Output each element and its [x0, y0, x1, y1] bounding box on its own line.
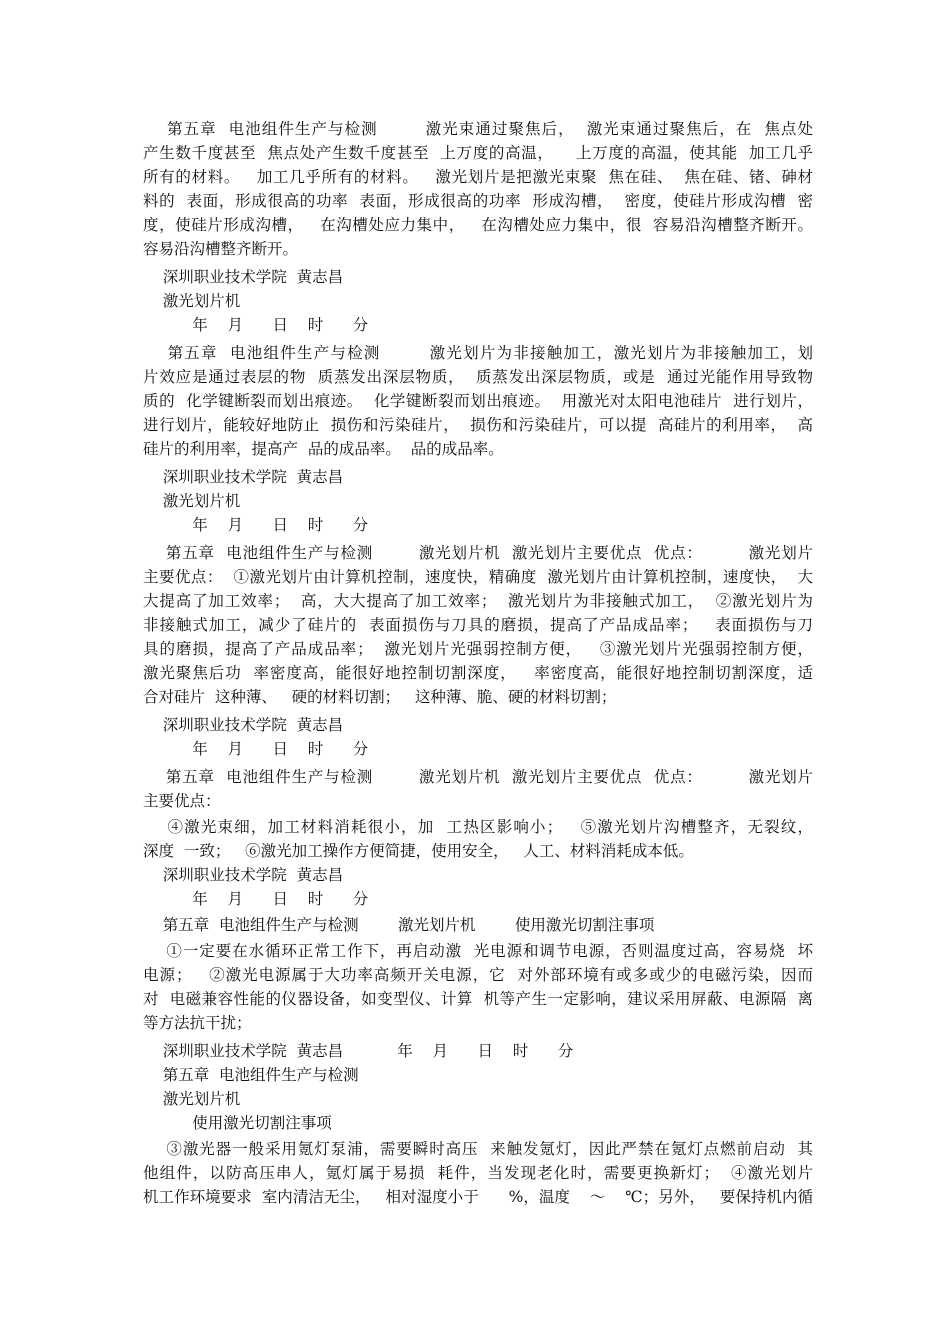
text-line: 质的 化学键断裂而划出痕迹。 化学键断裂而划出痕迹。 用激光对太阳电池硅片 进行划片， — [143, 392, 813, 410]
text-line: 激光聚焦后功 率密度高，能很好地控制切割深度， 率密度高，能很好地控制切割深度，适 — [143, 664, 813, 682]
text-line: 使用激光切割注事项 — [143, 1114, 332, 1132]
text-line: 第五章 电池组件生产与检测 激光划片机 激光划片主要优点 优点： 激光划片 — [143, 768, 813, 786]
text-line: 非接触式加工，减少了硅片的 表面损伤与刀具的磨损，提高了产品成品率； 表面损伤与刀 — [143, 616, 813, 634]
text-line: 大提高了加工效率； 高，大大提高了加工效率； 激光划片为非接触式加工， ②激光划片为 — [143, 592, 813, 610]
text-line: ③激光器一般采用氪灯泵浦，需要瞬时高压 来触发氪灯，因此严禁在氪灯点燃前启动 其 — [143, 1140, 813, 1158]
text-line: 年 月 日 时 分 — [143, 316, 369, 334]
text-line: 容易沿沟槽整齐断开。 — [143, 240, 299, 258]
text-line: 年 月 日 时 分 — [143, 890, 369, 908]
text-line: 机工作环境要求 室内清洁无尘， 相对湿度小于 %，温度 ～ ℃；另外， 要保持机内循 — [143, 1188, 813, 1206]
text-line: 具的磨损，提高了产品成品率； 激光划片光强弱控制方便， ③激光划片光强弱控制方便， — [143, 640, 813, 658]
text-line: 年 月 日 时 分 — [143, 740, 369, 758]
text-line: 进行划片，能较好地防止 损伤和污染硅片， 损伤和污染硅片，可以提 高硅片的利用率， 高 — [143, 416, 813, 434]
text-line: ①一定要在水循环正常工作下，再启动激 光电源和调节电源，否则温度过高，容易烧 坏 — [143, 942, 813, 960]
text-line: 所有的材料。 加工几乎所有的材料。 激光划片是把激光束聚 焦在硅、 焦在硅、锗、砷材 — [143, 168, 813, 186]
text-line: 料的 表面，形成很高的功率 表面，形成很高的功率 形成沟槽， 密度，使硅片形成沟槽 密 — [143, 192, 813, 210]
text-line: 第五章 电池组件生产与检测 — [143, 1066, 359, 1084]
text-line: 深圳职业技术学院 黄志昌 — [143, 268, 344, 286]
text-line: 深圳职业技术学院 黄志昌 — [143, 716, 344, 734]
text-line: 对 电磁兼容性能的仪器设备，如变型仪、计算 机等产生一定影响，建议采用屏蔽、电源隔 离 — [143, 990, 813, 1008]
text-line: 第五章 电池组件生产与检测 激光划片机 使用激光切割注事项 — [143, 916, 655, 934]
text-line: 他组件，以防高压串人，氪灯属于易损 耗件，当发现老化时，需要更换新灯； ④激光划片 — [143, 1164, 813, 1182]
text-line: 片效应是通过表层的物 质蒸发出深层物质， 质蒸发出深层物质，或是 通过光能作用导致物 — [143, 368, 813, 386]
text-line: 主要优点： ①激光划片由计算机控制，速度快，精确度 激光划片由计算机控制，速度快， 大 — [143, 568, 813, 586]
text-line: 第五章 电池组件生产与检测 激光划片为非接触加工，激光划片为非接触加工，划 — [143, 344, 813, 362]
text-line: 合对硅片 这种薄、 硬的材料切割； 这种薄、脆、硬的材料切割； — [143, 688, 617, 706]
text-line: 产生数千度甚至 焦点处产生数千度甚至 上万度的高温， 上万度的高温，使其能 加工几乎 — [143, 144, 813, 162]
text-line: 深圳职业技术学院 黄志昌 — [143, 468, 344, 486]
text-line: 第五章 电池组件生产与检测 激光束通过聚焦后， 激光束通过聚焦后，在 焦点处 — [143, 120, 813, 138]
text-line: 深度 一致； ⑥激光加工操作方便简捷，使用安全， 人工、材料消耗成本低。 — [143, 842, 694, 860]
text-line: 激光划片机 — [143, 1090, 241, 1108]
text-line: ④激光束细，加工材料消耗很小，加 工热区影响小； ⑤激光划片沟槽整齐，无裂纹， — [143, 818, 813, 836]
text-line: 等方法抗干扰； — [143, 1014, 252, 1032]
text-line: 深圳职业技术学院 黄志昌 — [143, 866, 344, 884]
text-line: 主要优点： — [143, 792, 221, 810]
text-line: 电源； ②激光电源属于大功率高频开关电源，它 对外部环境有或多或少的电磁污染，因而 — [143, 966, 813, 984]
text-line: 度，使硅片形成沟槽， 在沟槽处应力集中， 在沟槽处应力集中，很 容易沿沟槽整齐断开。 — [143, 216, 813, 234]
text-line: 年 月 日 时 分 — [143, 516, 369, 534]
text-line: 激光划片机 — [143, 292, 241, 310]
text-line: 第五章 电池组件生产与检测 激光划片机 激光划片主要优点 优点： 激光划片 — [143, 544, 813, 562]
text-line: 深圳职业技术学院 黄志昌 年 月 日 时 分 — [143, 1042, 574, 1060]
text-line: 硅片的利用率，提高产 品的成品率。 品的成品率。 — [143, 440, 504, 458]
text-line: 激光划片机 — [143, 492, 241, 510]
